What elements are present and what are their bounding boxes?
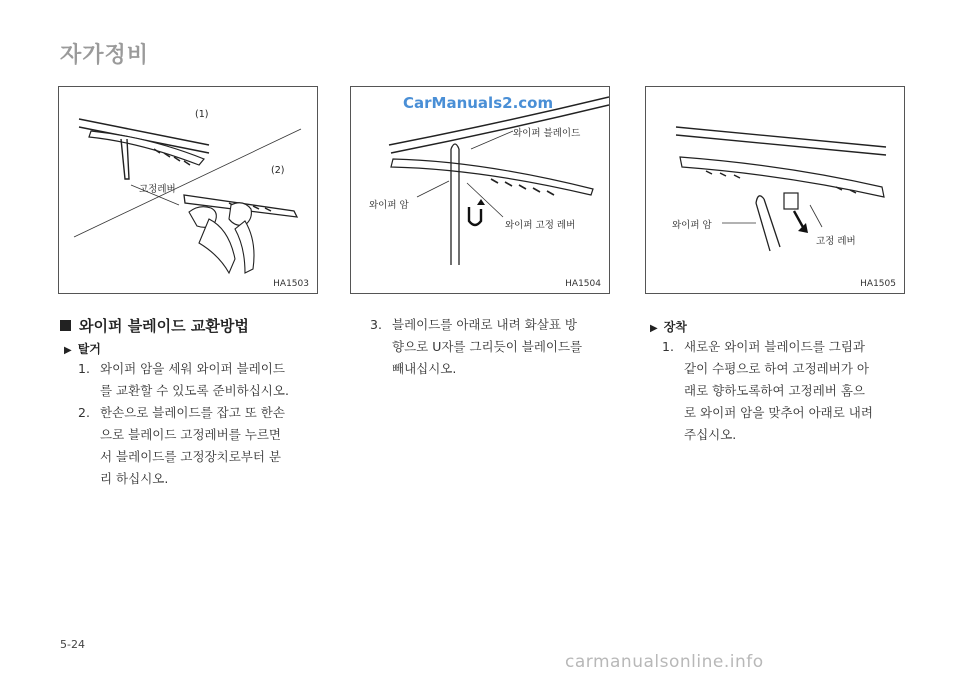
label-part-2: (2) bbox=[271, 165, 285, 176]
removal-step-1: 1. 와이퍼 암을 세워 와이퍼 블레이드 를 교환할 수 있도록 준비하십시오. bbox=[78, 361, 289, 398]
label-fixing-lever: 고정레버 bbox=[139, 184, 176, 195]
install-step-1: 1. 새로운 와이퍼 블레이드를 그림과 같이 수평으로 하여 고정레버가 아 래로 향하도록하여 고정레버 홈으 로 와이퍼 암을 맞추어 아래로 내려 주십시오. bbox=[662, 339, 873, 442]
removal-step-2: 2. 한손으로 블레이드를 잡고 또 한손 으로 블레이드 고정레버를 누르면 서 블레이드를 고정장치로부터 분 리 하십시오. bbox=[78, 405, 285, 486]
label-fixing-lever: 고정 레버 bbox=[816, 236, 856, 247]
label-part-1: (1) bbox=[195, 109, 209, 120]
figure-blade-slide-out bbox=[350, 86, 610, 294]
page-number: 5-24 bbox=[60, 638, 85, 651]
figure-code: HA1503 bbox=[273, 279, 309, 289]
triangle-bullet-icon: ▶ bbox=[650, 323, 658, 334]
figure-blade-install bbox=[645, 86, 905, 294]
square-bullet-icon bbox=[60, 320, 71, 331]
removal-heading: ▶ 탈거 bbox=[64, 342, 101, 356]
section-title: 와이퍼 블레이드 교환방법 bbox=[60, 315, 249, 336]
wiper-illustration-3 bbox=[646, 87, 904, 293]
watermark-carmanuals: CarManuals2.com bbox=[403, 94, 554, 112]
page-title: 자가정비 bbox=[60, 43, 150, 68]
wiper-illustration-1 bbox=[59, 87, 317, 293]
label-wiper-blade: 와이퍼 블레이드 bbox=[513, 128, 581, 139]
label-wiper-arm: 와이퍼 암 bbox=[369, 200, 409, 211]
triangle-bullet-icon: ▶ bbox=[64, 345, 72, 356]
footer-watermark: carmanualsonline.info bbox=[565, 652, 764, 672]
install-heading: ▶ 장착 bbox=[650, 320, 687, 334]
label-wiper-arm: 와이퍼 암 bbox=[672, 220, 712, 231]
removal-step-3: 3. 블레이드를 아래로 내려 화살표 방 향으로 U자를 그리듯이 블레이드를 빼내십시오. bbox=[370, 317, 583, 376]
wiper-illustration-2 bbox=[351, 87, 609, 293]
figure-code: HA1504 bbox=[565, 279, 601, 289]
label-wiper-fixing-lever: 와이퍼 고정 레버 bbox=[505, 220, 576, 231]
figure-blade-removal bbox=[58, 86, 318, 294]
figure-code: HA1505 bbox=[860, 279, 896, 289]
